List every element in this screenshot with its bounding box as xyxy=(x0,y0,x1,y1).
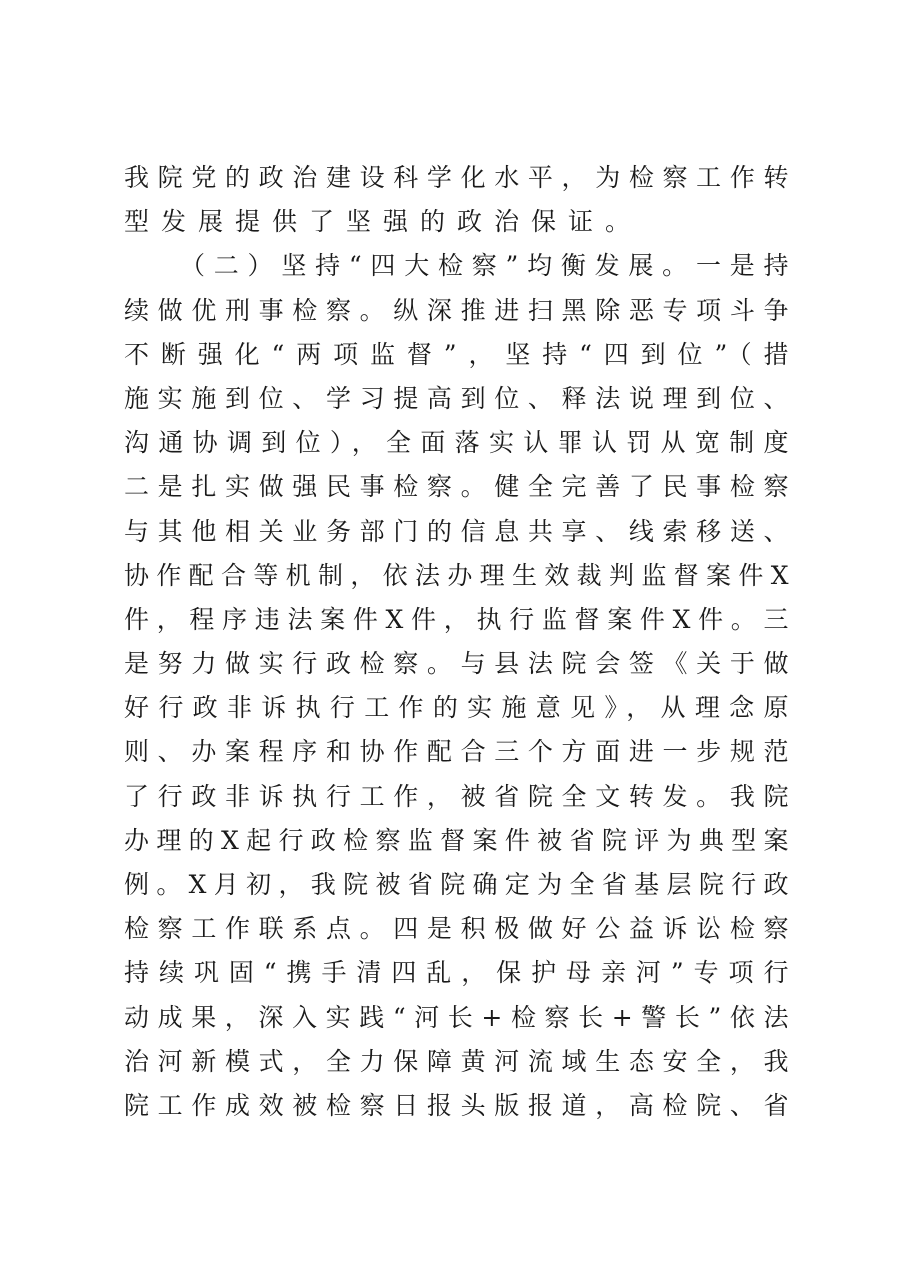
body-text xyxy=(124,156,789,1128)
text-line: 办理的X起行政检察监督案件被省院评为典型案 xyxy=(124,825,789,855)
text-line: 院工作成效被检察日报头版报道，高检院、省 xyxy=(124,1090,789,1120)
text-line: 例。X月初，我院被省院确定为全省基层院行政 xyxy=(124,870,789,899)
section-heading-line: （二）坚持“四大检察”均衡发展。一是持 xyxy=(180,251,789,281)
text-line: 则、办案程序和协作配合三个方面进一步规范 xyxy=(124,737,789,767)
text-line: 不断强化“两项监督”，坚持“四到位”（措 xyxy=(124,339,789,369)
text-line: 与其他相关业务部门的信息共享、线索移送、 xyxy=(124,516,789,546)
text-line: 协作配合等机制，依法办理生效裁判监督案件X xyxy=(124,560,789,590)
text-line: 持续巩固“携手清四乱，保护母亲河”专项行 xyxy=(124,958,789,988)
text-line: 件，程序违法案件X件，执行监督案件X件。三 xyxy=(124,604,789,634)
text-line: 是努力做实行政检察。与县法院会签《关于做 xyxy=(124,649,789,679)
text-line: 型发展提供了坚强的政治保证。 xyxy=(124,207,643,237)
text-line: 动成果，深入实践“河长+检察长+警长”依法 xyxy=(124,1002,789,1032)
text-line: 二是扎实做强民事检察。健全完善了民事检察 xyxy=(124,472,789,502)
text-line: 沟通协调到位），全面落实认罪认罚从宽制度 xyxy=(124,428,789,458)
text-line: 了行政非诉执行工作，被省院全文转发。我院 xyxy=(124,781,789,811)
text-line: 我院党的政治建设科学化水平，为检察工作转 xyxy=(124,163,789,192)
text-line: 好行政非诉执行工作的实施意见》，从理念原 xyxy=(124,693,789,723)
text-line: 检察工作联系点。四是积极做好公益诉讼检察 xyxy=(124,914,789,944)
text-line: 续做优刑事检察。纵深推进扫黑除恶专项斗争 xyxy=(124,295,789,325)
text-line: 施实施到位、学习提高到位、释法说理到位、 xyxy=(124,383,789,413)
text-line: 治河新模式，全力保障黄河流域生态安全，我 xyxy=(124,1046,789,1076)
